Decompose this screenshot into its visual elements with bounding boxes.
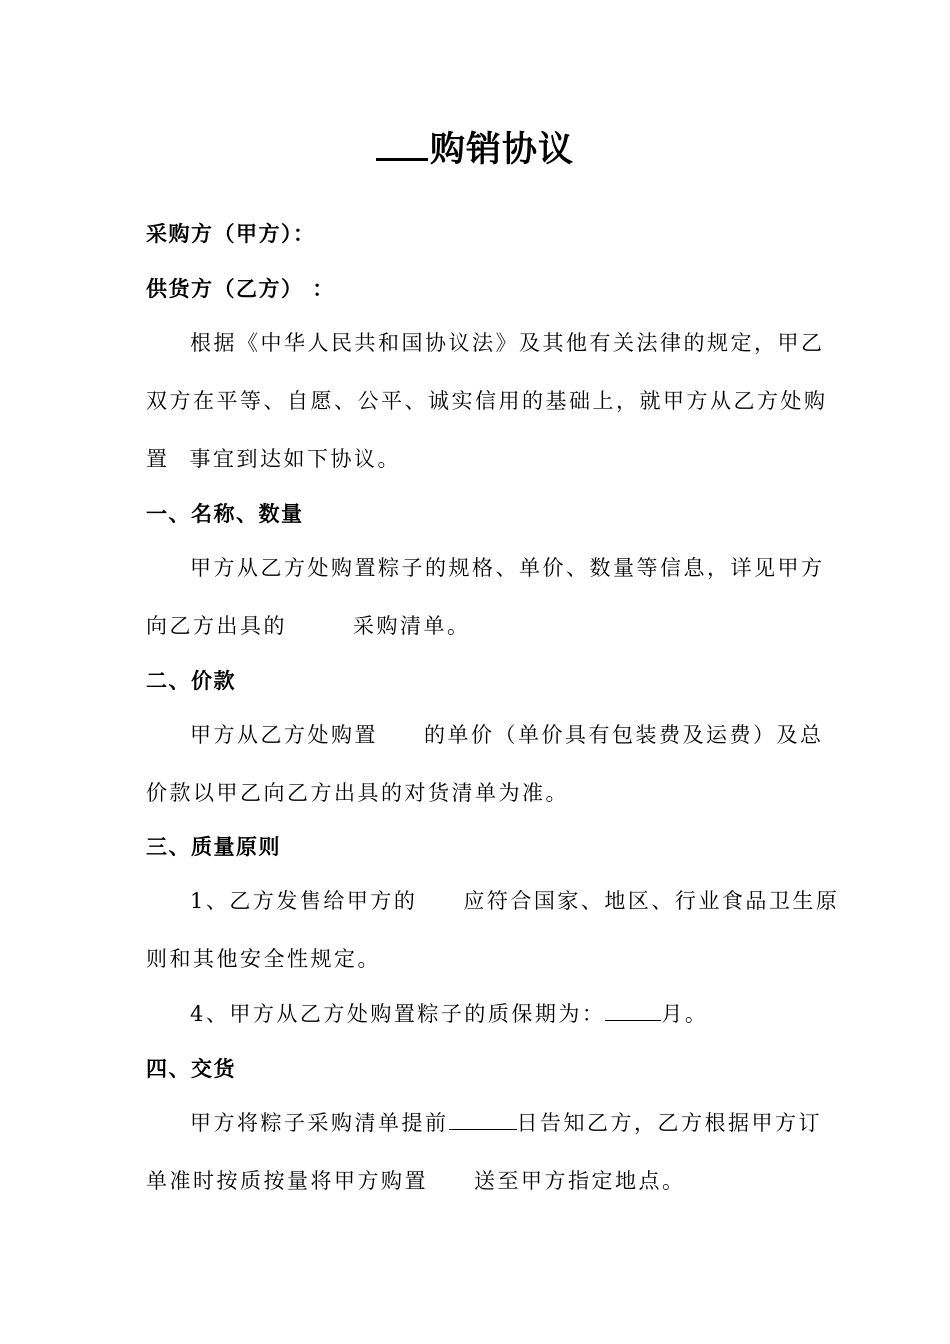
fill-blank-underline <box>449 1109 517 1130</box>
section-4-line-1 <box>190 1108 860 1138</box>
section-3-item-1-end: 应符合国家、地区、行业食品卫生原 <box>463 889 840 913</box>
fill-blank-underline <box>605 1000 661 1021</box>
document-title <box>0 122 950 172</box>
preamble-line-3-start: 置 <box>146 447 170 471</box>
section-1-line-2-start: 向乙方出具的 <box>146 614 287 638</box>
section-1-heading: 一、名称、数量 <box>146 501 304 526</box>
section-2-line-1-start: 甲方从乙方处购置 <box>190 723 378 747</box>
section-1-line-2 <box>146 611 816 641</box>
title-blank-underline <box>376 128 428 161</box>
buyer-party-label: 采购方（甲方）： <box>146 221 316 246</box>
section-4-line-2 <box>146 1166 816 1196</box>
section-3-item-1 <box>190 886 860 916</box>
section-4-heading: 四、交货 <box>146 1056 236 1081</box>
section-3-item-4 <box>190 999 860 1029</box>
section-2-line-1-end: 的单价（单价具有包装费及运费）及总 <box>424 723 824 747</box>
section-3-item-4-start: 4、甲方从乙方处购置粽子的质保期为： <box>190 1002 606 1026</box>
section-1-line-1: 甲方从乙方处购置粽子的规格、单价、数量等信息，详见甲方 <box>190 556 825 580</box>
section-4-line-1-start: 甲方将粽子采购清单提前 <box>190 1111 449 1135</box>
section-4-line-2-end: 送至甲方指定地点。 <box>474 1169 686 1193</box>
section-4-line-1-end: 日告知乙方，乙方根据甲方订 <box>516 1111 822 1135</box>
preamble-line-3 <box>146 444 816 474</box>
preamble-line-1: 根据《中华人民共和国协议法》及其他有关法律的规定，甲乙 <box>190 331 825 355</box>
section-2-line-2: 价款以甲乙向乙方出具的对货清单为准。 <box>146 781 569 805</box>
section-2-heading: 二、价款 <box>146 668 236 693</box>
seller-party-label: 供货方（乙方） ： <box>146 276 335 301</box>
preamble-line-3-end: 事宜到达如下协议。 <box>189 447 401 471</box>
section-1-line-2-end: 采购清单。 <box>353 614 471 638</box>
title-text: 购销协议 <box>429 129 574 170</box>
section-3-heading: 三、质量原则 <box>146 834 281 859</box>
preamble-line-2: 双方在平等、自愿、公平、诚实信用的基础上，就甲方从乙方处购 <box>146 389 828 413</box>
section-3-item-1-cont: 则和其他安全性规定。 <box>146 947 381 971</box>
section-3-item-4-end: 月。 <box>661 1002 709 1026</box>
section-3-item-1-start: 1、乙方发售给甲方的 <box>190 889 418 913</box>
section-4-line-2-start: 单准时按质按量将甲方购置 <box>146 1169 428 1193</box>
section-2-line-1 <box>190 720 860 750</box>
